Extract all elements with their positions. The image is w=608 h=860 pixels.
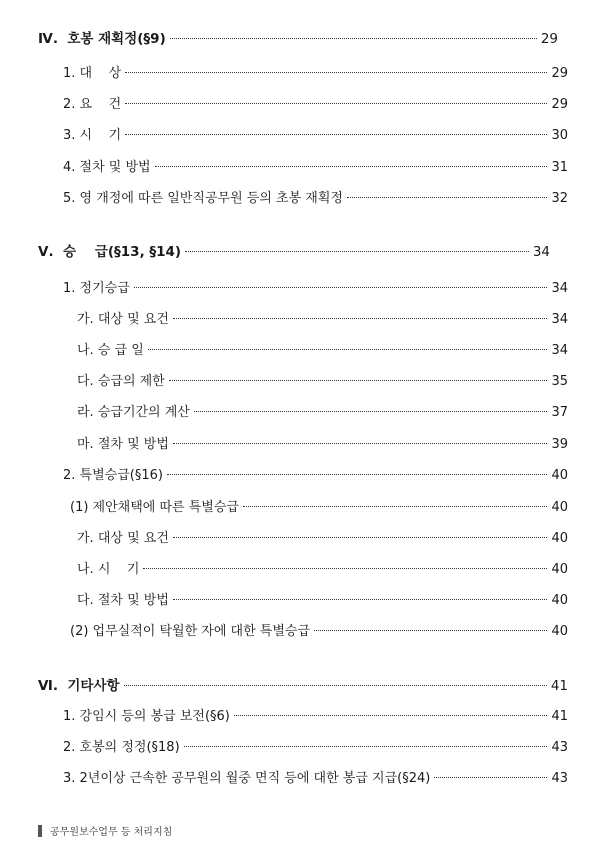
dot-leader	[143, 568, 547, 569]
toc-entry[interactable]	[77, 340, 568, 362]
toc-entry[interactable]	[63, 188, 568, 210]
toc-page-number: 37	[551, 405, 568, 420]
dot-leader	[184, 746, 548, 747]
toc-entry-label: 5. 영 개정에 따른 일반직공무원 등의 초봉 재획정	[63, 191, 343, 206]
toc-page-number: 34	[551, 281, 568, 296]
dot-leader	[155, 166, 548, 167]
toc-page-number: 40	[551, 624, 568, 639]
toc-entry[interactable]	[77, 309, 568, 331]
toc-entry-label: 3. 시 기	[63, 128, 122, 143]
toc-entry-label: 마. 절차 및 방법	[77, 437, 169, 452]
toc-entry-label: (2) 업무실적이 탁월한 자에 대한 특별승급	[70, 624, 311, 639]
toc-entry-label: 나. 승 급 일	[77, 343, 144, 358]
toc-entry-label: 4. 절차 및 방법	[63, 160, 151, 175]
toc-entry-label: 2. 특별승급(§16)	[63, 468, 163, 483]
dot-leader	[124, 685, 547, 686]
toc-section-label: Ⅴ. 승 급(§13, §14)	[38, 244, 182, 260]
toc-entry-label: 1. 대 상	[63, 66, 122, 81]
toc-page-number: 32	[551, 191, 568, 206]
dot-leader	[148, 349, 548, 350]
toc-entry-label: 가. 대상 및 요건	[77, 531, 169, 546]
toc-entry-label: 다. 절차 및 방법	[77, 593, 169, 608]
toc-entry[interactable]	[70, 497, 568, 519]
dot-leader	[194, 411, 548, 412]
toc-section-6[interactable]	[38, 675, 568, 697]
toc-page-number: 40	[551, 593, 568, 608]
toc-entry[interactable]	[77, 590, 568, 612]
toc-entry[interactable]	[63, 768, 568, 790]
toc-page-number: 29	[551, 97, 568, 112]
dot-leader	[185, 251, 529, 252]
toc-entry-label: 3. 2년이상 근속한 공무원의 월중 면직 등에 대한 봉급 지급(§24)	[63, 771, 431, 786]
toc-entry[interactable]	[63, 63, 568, 85]
dot-leader	[125, 103, 547, 104]
dot-leader	[434, 777, 547, 778]
dot-leader	[347, 197, 548, 198]
toc-entry[interactable]	[63, 94, 568, 116]
toc-entry-label: (1) 제안채택에 따른 특별승급	[70, 500, 239, 515]
toc-page-number: 35	[551, 374, 568, 389]
footer-title: 공무원보수업무 등 처리지침	[50, 827, 173, 838]
toc-page-number: 43	[551, 740, 568, 755]
toc-entry-label: 나. 시 기	[77, 562, 140, 577]
toc-entry[interactable]	[63, 278, 568, 300]
toc-entry[interactable]	[77, 371, 568, 393]
toc-page-number: 39	[551, 437, 568, 452]
dot-leader	[170, 38, 537, 39]
toc-page-number: 40	[551, 500, 568, 515]
toc-page-number: 40	[551, 468, 568, 483]
dot-leader	[243, 506, 548, 507]
toc-entry-label: 2. 호봉의 정정(§18)	[63, 740, 180, 755]
toc-entry-label: 1. 강임시 등의 봉급 보전(§6)	[63, 709, 230, 724]
toc-entry[interactable]	[77, 434, 568, 456]
toc-entry[interactable]	[63, 465, 568, 487]
dot-leader	[173, 599, 548, 600]
toc-entry[interactable]	[63, 157, 568, 179]
toc-entry-label: 다. 승급의 제한	[77, 374, 165, 389]
toc-page-number: 34	[551, 312, 568, 327]
dot-leader	[167, 474, 547, 475]
toc-page-number: 34	[551, 343, 568, 358]
toc-entry[interactable]	[77, 402, 568, 424]
dot-leader	[169, 380, 548, 381]
toc-page-number: 34	[532, 244, 550, 260]
toc-section-label: Ⅳ. 호봉 재획정(§9)	[38, 31, 166, 47]
toc-page-number: 43	[551, 771, 568, 786]
toc-entry[interactable]	[63, 737, 568, 759]
toc-page-number: 40	[551, 531, 568, 546]
dot-leader	[125, 134, 547, 135]
footer-bar-marker	[38, 825, 42, 837]
toc-page-number: 31	[551, 160, 568, 175]
toc-page-number: 41	[550, 678, 568, 694]
dot-leader	[134, 287, 548, 288]
toc-entry-label: 라. 승급기간의 계산	[77, 405, 190, 420]
toc-entry[interactable]	[77, 559, 568, 581]
toc-page-number: 41	[551, 709, 568, 724]
toc-page-number: 29	[551, 66, 568, 81]
dot-leader	[234, 715, 548, 716]
toc-section-4[interactable]	[38, 28, 558, 50]
dot-leader	[173, 537, 548, 538]
dot-leader	[173, 318, 548, 319]
toc-entry-label: 가. 대상 및 요건	[77, 312, 169, 327]
toc-entry[interactable]	[63, 706, 568, 728]
toc-entry[interactable]	[70, 621, 568, 643]
toc-page-number: 30	[551, 128, 568, 143]
dot-leader	[173, 443, 548, 444]
toc-entry[interactable]	[77, 528, 568, 550]
toc-entry[interactable]	[63, 125, 568, 147]
toc-page-number: 40	[551, 562, 568, 577]
page-footer	[38, 823, 172, 838]
dot-leader	[314, 630, 547, 631]
dot-leader	[125, 72, 547, 73]
toc-page-number: 29	[540, 31, 558, 47]
toc-section-label: Ⅵ. 기타사항	[38, 678, 120, 694]
toc-entry-label: 2. 요 건	[63, 97, 122, 112]
toc-section-5[interactable]	[38, 241, 550, 263]
toc-entry-label: 1. 정기승급	[63, 281, 130, 296]
